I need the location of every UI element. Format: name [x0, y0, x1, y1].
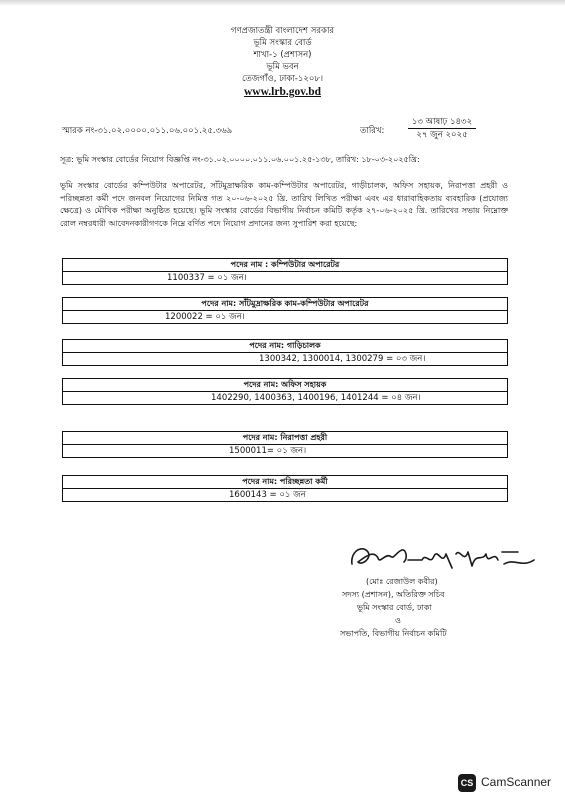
- scan-edge-shadow: [0, 0, 565, 6]
- post-title: পদের নাম: গাড়িচালক: [63, 340, 507, 353]
- post-box: [62, 378, 508, 405]
- post-rolls: 1402290, 1400363, 1400196, 1401244 = ০৪ জন।: [211, 393, 421, 403]
- post-title: পদের নাম: নিরাপত্তা প্রহরী: [63, 432, 507, 445]
- body-paragraph: ভূমি সংস্কার বোর্ডের কম্পিউটার অপারেটর, সাঁটমুদ্রাক্ষরিক কাম-কম্পিউটার অপারেটর, গাড়ীচালক, অফিস সহায়ক, নিরাপত্তা প্রহরী ও পরিচ্ছন্নতা কর্মী পদে জনবল নিয়োগের নিমিত্ত গত ২০-০৬-২০২৫ খ্রি. তারিখ লিখিত পরীক্ষা এবং এর ধারাবাহিকতায় ব্যবহারিক (প্রযোজ্য ক্ষেত্রে) ও মৌখিক পরীক্ষা অনুষ্ঠিত হয়েছে। ভূমি সংস্কার বোর্ডের বিভাগীয় নির্বাচন কমিটি কর্তৃক ২৭-০৬-২০২৫ খ্রি. তারিখের সভায় নিম্নোক্ত রোল নম্বরধারী আবেদনকারীগণকে নিম্নে বর্ণিত পদে নিয়োগ প্রদানের জন্য সুপারিশ করা হয়েছে:: [60, 181, 508, 228]
- date-bangla: ১৩ আষাঢ় ১৪৩২: [411, 117, 473, 127]
- date-block: [404, 116, 480, 141]
- camscanner-watermark: CamScanner: [481, 775, 552, 789]
- signatory-designation: সদস্য (প্রশাসন), অতিরিক্ত সচিব: [342, 590, 445, 599]
- signatory-name: (মোঃ রেজাউল কবীর): [366, 577, 438, 586]
- conjunction-text: ও: [395, 616, 401, 625]
- post-box: [62, 339, 508, 366]
- post-box: [62, 475, 508, 502]
- gov-name: গণপ্রজাতন্ত্রী বাংলাদেশ সরকার: [230, 26, 335, 36]
- committee-role: সভাপতি, বিভাগীয় নির্বাচন কমিটি: [340, 629, 447, 638]
- website-link[interactable]: www.lrb.gov.bd: [243, 86, 321, 98]
- post-rolls: 1600143 = ০১ জন: [229, 490, 306, 500]
- handwritten-signature: [348, 540, 538, 576]
- post-rolls: 1200022 = ০১ জন।: [165, 312, 245, 322]
- post-rolls: 1300342, 1300014, 1300279 = ০৩ জন।: [259, 354, 426, 364]
- camscanner-logo-icon: CS: [458, 774, 476, 792]
- post-title: পদের নাম : কম্পিউটার অপারেটর: [63, 259, 507, 272]
- post-box: [62, 297, 508, 324]
- post-title: পদের নাম: অফিস সহায়ক: [63, 379, 507, 392]
- signatory-office: ভূমি সংস্কার বোর্ড, ঢাকা: [357, 603, 432, 612]
- post-rolls: 1100337 = ০১ জন।: [167, 273, 247, 283]
- date-label: তারিখ:: [360, 126, 385, 136]
- post-title: পদের নাম: সাঁটমুদ্রাক্ষরিক কাম-কম্পিউটার অপারেটর: [63, 298, 507, 311]
- address: তেজগাঁও, ঢাকা-১২০৮।: [241, 74, 323, 84]
- post-box: [62, 431, 508, 458]
- post-rolls: 1500011= ০১ জন।: [229, 446, 307, 456]
- building-name: ভূমি ভবন: [266, 62, 299, 72]
- board-name: ভূমি সংস্কার বোর্ড: [253, 38, 312, 48]
- post-box: [62, 258, 508, 285]
- subject-reference: সূত্র: ভূমি সংস্কার বোর্ডের নিয়োগ বিজ্ঞপ্তি নং-৩১.০২.০০০০.০১১.০৬.০০১.২৫-১৩৮, তারিখ: ১৮-০৩-২০২৫খ্রি:: [60, 155, 420, 164]
- post-title: পদের নাম: পরিচ্ছন্নতা কর্মী: [63, 476, 507, 489]
- branch-name: শাখা-১ (প্রশাসন): [253, 50, 312, 60]
- date-english: ২৭ জুন ২০২৫: [416, 130, 468, 140]
- memo-number: স্মারক নং-৩১.০২.০০০০.০১১.০৬.০০১.২৫.৩৬৯: [62, 126, 233, 136]
